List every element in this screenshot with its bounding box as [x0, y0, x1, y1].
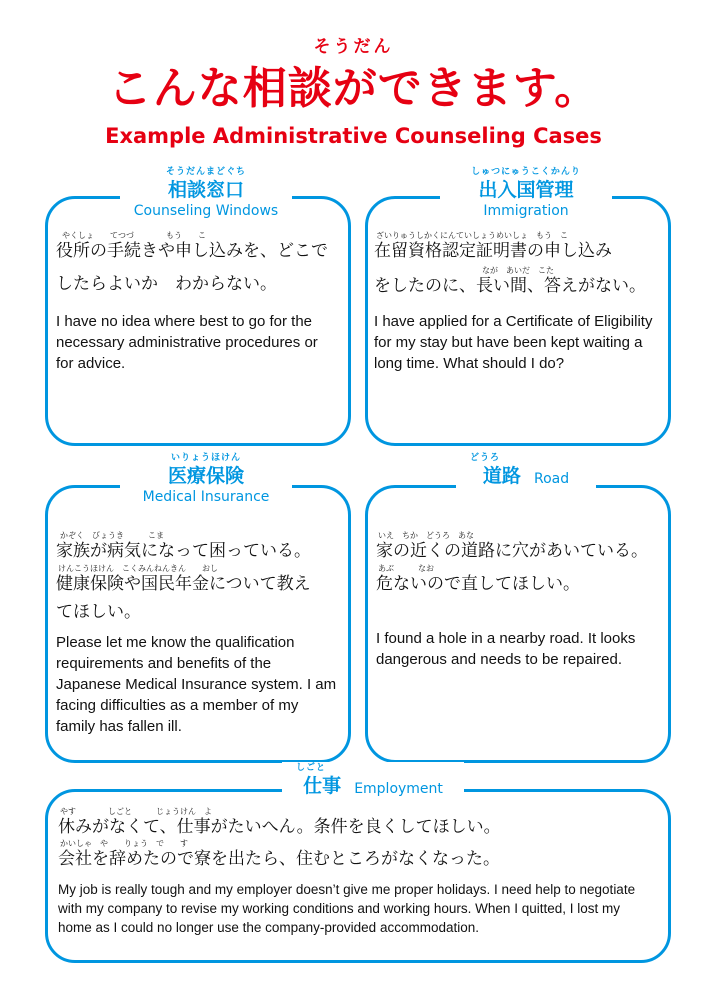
counseling-windows-label	[120, 166, 292, 220]
immigration-jp-line2: をしたのに、長い間、答えがない。	[374, 276, 646, 296]
immigration-title-jp: 出入国管理	[478, 179, 574, 201]
insurance-en-text: Please let me know the qualification requirements and benefits of the Japanese Medical Insurance system. I am facing difficulties as a member of my family has fallen ill.	[56, 634, 337, 735]
counseling-jp-line2: したらよいか わからない。	[56, 274, 277, 294]
immigration-en-text: I have applied for a Certificate of Eligibility for my stay but have been kept waiting a long time. What should I do?	[374, 313, 653, 372]
immigration-label	[440, 166, 612, 220]
medical-insurance-title-jp: 医療保険	[167, 465, 244, 487]
road-ruby-line1: いえ ちか どうろ あな	[378, 531, 474, 540]
employment-ruby-line1: やす しごと じょうけん よ	[60, 807, 212, 816]
road-title-en: Road	[533, 471, 570, 487]
employment-label	[282, 762, 464, 798]
insurance-ruby-line2: けんこうほけん こくみんねんきん おし	[58, 564, 218, 573]
counseling-windows-ruby: そうだんまどぐち	[165, 167, 246, 177]
road-card	[365, 485, 671, 763]
employment-ruby-line2: かいしゃ や りょう で す	[60, 839, 188, 848]
road-jp-line1: 家の近くの道路に穴があいている。	[376, 541, 648, 561]
road-title-jp: 道路	[482, 465, 521, 487]
title-ruby: そうだん	[313, 37, 394, 57]
counseling-en-text: I have no idea where best to go for the necessary administrative procedures or for advice.	[56, 313, 318, 372]
counseling-windows-title-jp: 相談窓口	[167, 179, 244, 201]
employment-jp-line2: 会社を辞めたので寮を出たら、住むところがなくなった。	[58, 849, 500, 869]
immigration-ruby-line2: なが あいだ こた	[482, 266, 554, 275]
immigration-title-en: Immigration	[483, 203, 569, 219]
road-ruby-line2: あぶ なお	[378, 564, 434, 573]
road-label	[456, 452, 596, 488]
medical-insurance-label	[120, 452, 292, 506]
page-title: こんな相談ができます。	[107, 63, 600, 114]
immigration-jp-line1: 在留資格認定証明書の申し込み	[374, 241, 612, 261]
page-subtitle: Example Administrative Counseling Cases	[105, 124, 602, 148]
counseling-jp-line1: 役所の手続きや申し込みを、どこで	[56, 241, 328, 261]
employment-ruby: しごと	[295, 763, 326, 773]
employment-en-text: My job is really tough and my employer doesn’t give me proper holidays. I need help to negotiate with my company to revise my working conditions and working hours. When I quitted, I lost my home as I could no longer use the company-provided accommodation.	[58, 882, 636, 935]
insurance-ruby-line1: かぞく びょうき こま	[60, 531, 164, 540]
road-ruby: どうろ	[469, 453, 500, 463]
road-en-text: I found a hole in a nearby road. It looks dangerous and needs to be repaired.	[376, 630, 636, 668]
employment-title-en: Employment	[354, 781, 443, 797]
medical-insurance-title-en: Medical Insurance	[142, 489, 270, 505]
employment-title-jp: 仕事	[303, 775, 342, 797]
counseling-ruby-line1: やくしょ てつづ もう こ	[62, 231, 206, 240]
counseling-windows-title-en: Counseling Windows	[133, 203, 279, 219]
immigration-ruby-line1: ざいりゅうしかくにんていしょうめいしょ もう こ	[376, 231, 568, 240]
employment-jp-line1: 休みがなくて、仕事がたいへん。条件を良くしてほしい。	[58, 817, 501, 837]
insurance-jp-line1: 家族が病気になって困っている。	[56, 541, 311, 561]
road-jp-line2: 危ないので直してほしい。	[376, 574, 580, 594]
insurance-jp-line2: 健康保険や国民年金について教え	[56, 574, 311, 594]
immigration-ruby: しゅつにゅうこくかんり	[471, 167, 581, 177]
insurance-jp-line3: てほしい。	[56, 602, 141, 622]
medical-insurance-ruby: いりょうほけん	[170, 453, 241, 463]
